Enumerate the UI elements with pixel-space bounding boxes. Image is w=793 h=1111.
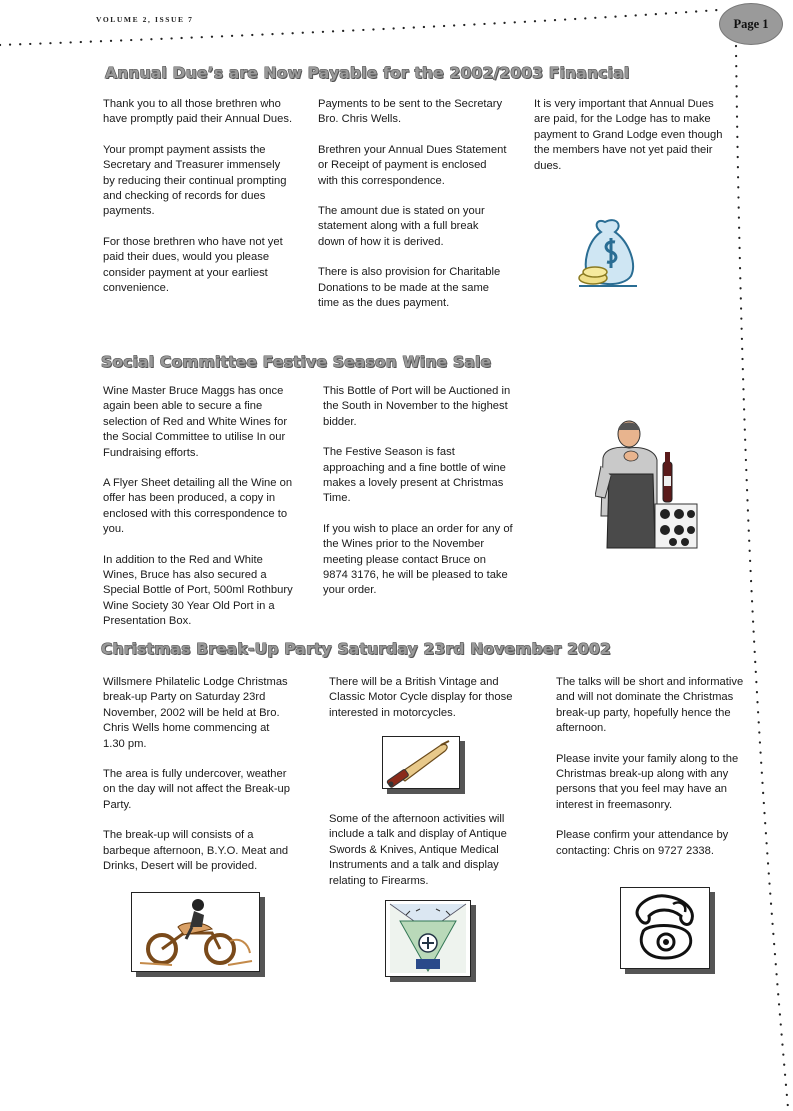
money-bag-icon: [575, 212, 643, 294]
paragraph: There will be a British Vintage and Classic Motor Cycle display for those interested in motorcycles.: [329, 676, 513, 719]
medical-chart-image-frame: [385, 900, 471, 977]
medical-chart-icon: [386, 901, 470, 976]
paragraph: Brethren your Annual Dues Statement or Receipt of payment is enclosed with this correspondence.: [318, 143, 507, 187]
paragraph: Please invite your family along to the Christmas break-up along with any persons that you feel may have an interest in freemasonry.: [556, 752, 739, 811]
paragraph: Payments to be sent to the Secretary Bro. Chris Wells.: [318, 98, 503, 126]
paragraph: Some of the afternoon activities will include a talk and display of Antique Swords & Knives, Antique Medical Instruments and a talk and display relating to Firearms.: [329, 813, 507, 887]
paragraph: If you wish to place an order for any of the Wines prior to the November meeting please contact Bruce on 9874 3176, he will be pleased to take your order.: [323, 522, 513, 597]
christmas-party-column-3: [556, 675, 758, 859]
wine-man-icon: [595, 418, 700, 552]
knife-image-frame: [382, 736, 460, 789]
page-number-badge: [719, 3, 783, 45]
telephone-image-frame: [620, 887, 710, 969]
annual-dues-column-2: [318, 97, 508, 311]
paragraph: The area is fully undercover, weather on the day will not affect the Break-up Party.: [103, 768, 290, 811]
paragraph: This Bottle of Port will be Auctioned in the South in November to the highest bidder.: [323, 385, 511, 428]
paragraph: The amount due is stated on your statement along with a full break down of how it is derived.: [318, 205, 485, 248]
paragraph: In addition to the Red and White Wines, Bruce has also secured a Special Bottle of Port, 500ml Rothbury Wine Society 30 Year Old Port in a Presentation Box.: [103, 553, 293, 628]
paragraph: For those brethren who have not yet paid their dues, would you please consider payment at your earliest convenience.: [103, 235, 283, 295]
paragraph: The break-up will consists of a barbeque afternoon, B.Y.O. Meat and Drinks, Desert will be provided.: [103, 829, 289, 873]
wine-sale-column-2: [323, 384, 513, 599]
annual-dues-column-3: [534, 97, 724, 174]
telephone-icon: [621, 888, 709, 968]
paragraph: There is also provision for Charitable Donations to be made at the same time as the dues payment.: [318, 266, 501, 310]
christmas-party-column-1: [103, 675, 293, 874]
paragraph: Your prompt payment assists the Secretary and Treasurer immensely by reducing their continual prompting and checking of records for dues payments.: [103, 143, 287, 218]
motorcycle-icon: [132, 893, 259, 971]
paragraph: The talks will be short and informative and will not dominate the Christmas break-up party, hopefully hence the afternoon.: [556, 676, 744, 735]
section-heading-wine-sale: Social Committee Festive Season Wine Sale: [101, 353, 492, 371]
motorcycle-image-frame: [131, 892, 260, 972]
page-number-label: Page 1: [733, 16, 769, 31]
annual-dues-column-1: [103, 97, 293, 296]
christmas-party-column-2-top: [329, 675, 524, 721]
section-heading-annual-dues: Annual Due’s are Now Payable for the 2002/2003 Financial: [105, 64, 630, 82]
section-heading-christmas-party: Christmas Break-Up Party Saturday 23rd November 2002: [101, 640, 612, 658]
christmas-party-column-2-bottom: [329, 812, 529, 889]
paragraph: A Flyer Sheet detailing all the Wine on offer has been produced, a copy in enclosed with this correspondence to you.: [103, 477, 293, 536]
paragraph: Please confirm your attendance by contacting: Chris on 9727 2338.: [556, 829, 729, 857]
knife-icon: [383, 737, 459, 788]
paragraph: It is very important that Annual Dues are paid, for the Lodge has to make payment to Grand Lodge even though the members have not yet paid their dues.: [534, 98, 723, 172]
paragraph: The Festive Season is fast approaching and a fine bottle of wine makes a lovely present at Christmas Time.: [323, 446, 506, 505]
paragraph: Wine Master Bruce Maggs has once again been able to secure a fine selection of Red and White Wines for the Social Committee to utilise In our Fundraising efforts.: [103, 385, 288, 459]
paragraph: Willsmere Philatelic Lodge Christmas break-up Party on Saturday 23rd November, 2002 will be held at Bro. Chris Wells home commencing at 1.30 pm.: [103, 676, 288, 750]
wine-sale-column-1: [103, 384, 295, 630]
paragraph: Thank you to all those brethren who have promptly paid their Annual Dues.: [103, 98, 293, 126]
volume-issue: VOLUME 2, ISSUE 7: [96, 15, 194, 24]
